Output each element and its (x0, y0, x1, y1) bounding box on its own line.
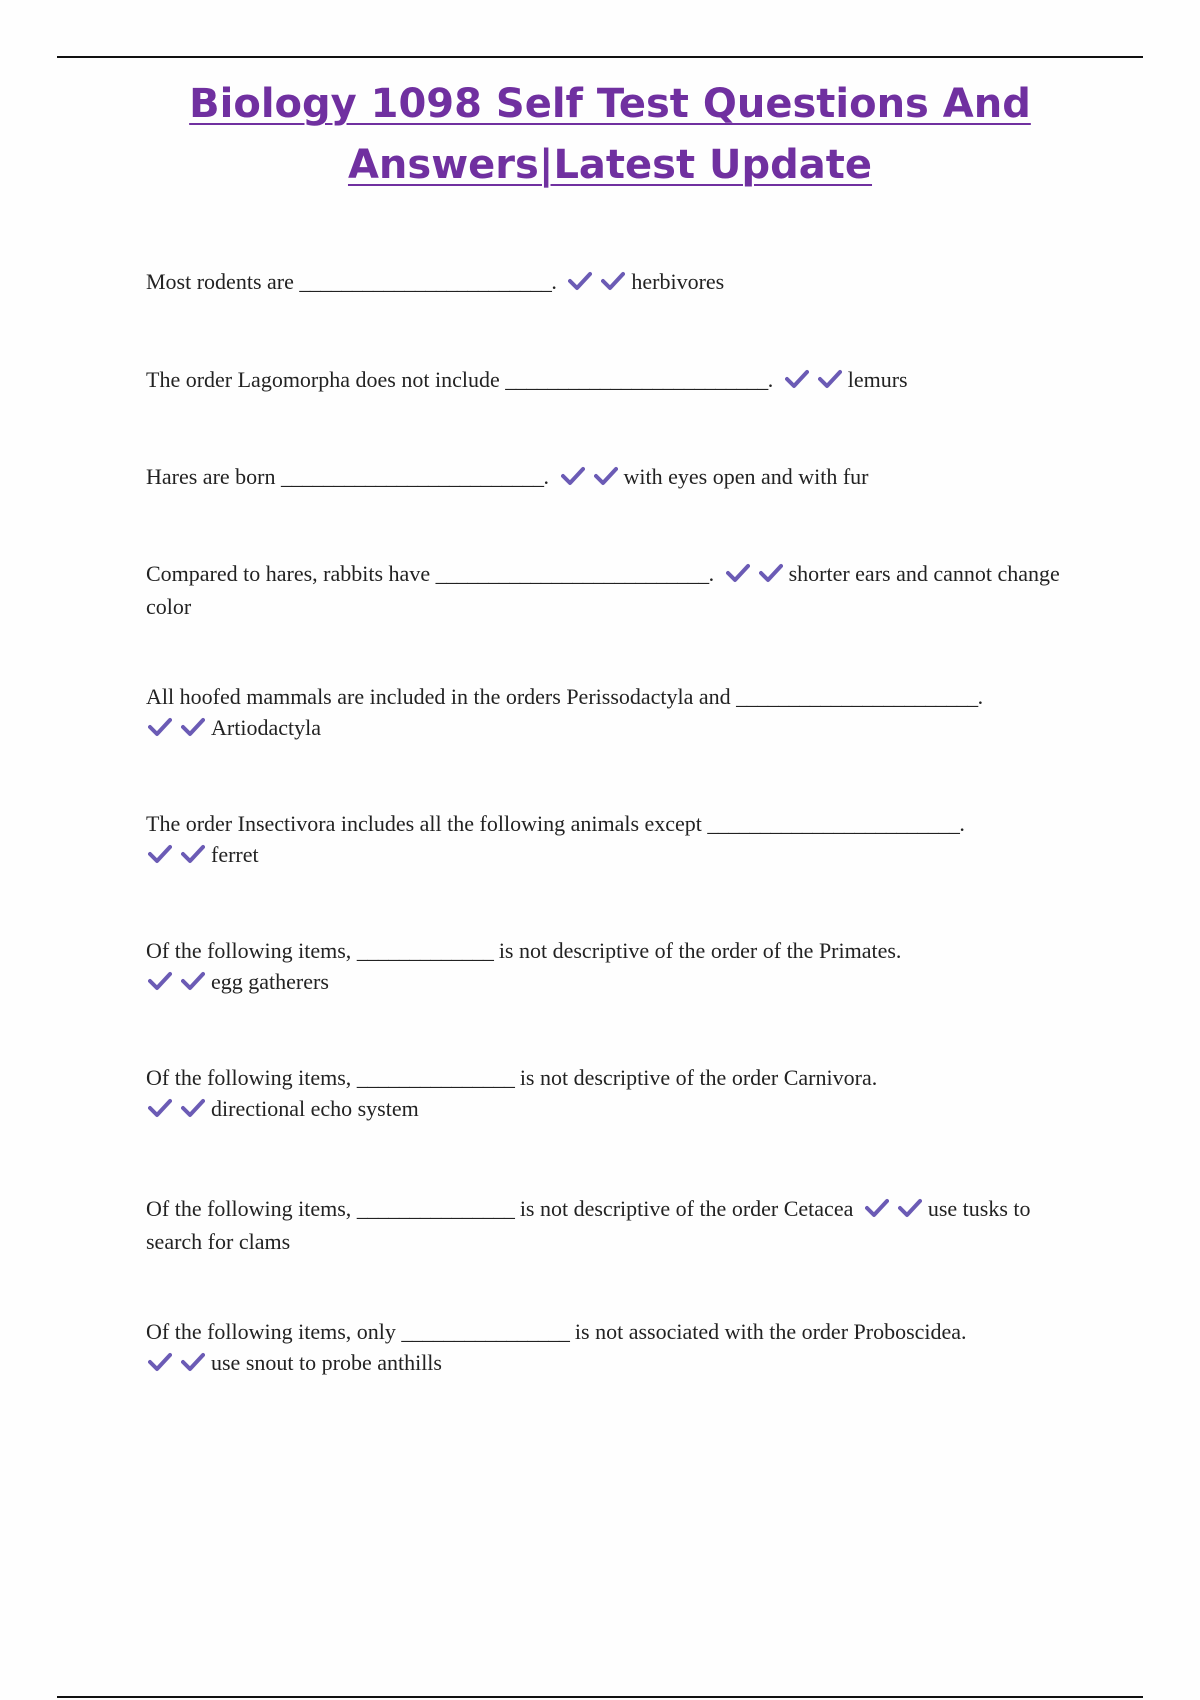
answer-text: herbivores (631, 269, 725, 294)
answer-checks (148, 841, 208, 872)
question-text: Of the following items, (146, 1196, 352, 1221)
check-icon (148, 844, 172, 864)
question-item-4 (146, 558, 1086, 622)
question-text: Of the following items, (146, 1065, 352, 1090)
question-text: The order Insectivora includes all the following animals except (146, 811, 702, 836)
check-icon (726, 563, 750, 583)
question-item-10 (146, 1316, 1086, 1380)
answer-checks (148, 968, 208, 999)
answer-text: egg gatherers (211, 969, 329, 994)
question-text: Hares are born (146, 464, 276, 489)
question-text-after: . (959, 811, 965, 836)
check-icon (148, 1098, 172, 1118)
question-text: Most rodents are (146, 269, 294, 294)
check-icon (594, 466, 618, 486)
question-item-8 (146, 1062, 1086, 1126)
title-line-2: Answers|Latest Update (347, 142, 873, 188)
answer-text: shorter ears and cannot change color (146, 561, 1060, 619)
question-item-2 (146, 364, 1086, 397)
check-icon (561, 466, 585, 486)
bottom-rule (57, 1696, 1143, 1698)
answer-checks (148, 714, 208, 745)
question-text: The order Lagomorpha does not include (146, 367, 500, 392)
question-text-after: . (708, 561, 715, 586)
answer-blank: __________________________ (435, 561, 709, 586)
check-icon (785, 369, 809, 389)
title-line-1: Biology 1098 Self Test Questions And (189, 81, 1031, 127)
question-text: Of the following items, only (146, 1319, 396, 1344)
question-text-after: . (543, 464, 549, 489)
answer-checks (561, 463, 621, 494)
answer-checks (785, 366, 845, 397)
answer-checks (865, 1195, 925, 1226)
check-icon (148, 971, 172, 991)
question-text: All hoofed mammals are included in the orders Perissodactyla and (146, 684, 731, 709)
check-icon (865, 1198, 889, 1218)
answer-text: ferret (211, 842, 259, 867)
check-icon (568, 271, 592, 291)
question-text-after: . (551, 269, 557, 294)
check-icon (759, 563, 783, 583)
question-item-1 (146, 266, 1086, 299)
answer-checks (568, 268, 628, 299)
answer-blank: _________________________ (281, 464, 544, 489)
question-item-7 (146, 935, 1086, 999)
question-text-after: . (767, 367, 774, 392)
question-item-5 (146, 681, 1086, 745)
answer-blank: _______________ (356, 1065, 515, 1090)
check-icon (818, 369, 842, 389)
question-text-after: is not descriptive of the order of the Primates. (498, 938, 902, 963)
answer-text: with eyes open and with fur (623, 464, 869, 489)
question-item-6 (146, 808, 1086, 872)
check-icon (601, 271, 625, 291)
question-text-after: is not descriptive of the order Cetacea (519, 1196, 854, 1221)
question-text-after: . (977, 684, 984, 709)
check-icon (181, 717, 205, 737)
check-icon (181, 1098, 205, 1118)
question-text-after: is not descriptive of the order Carnivora. (519, 1065, 878, 1090)
check-icon (148, 1352, 172, 1372)
answer-checks (148, 1095, 208, 1126)
check-icon (181, 844, 205, 864)
answer-blank: _________________________ (505, 367, 768, 392)
question-text: Of the following items, (146, 938, 352, 963)
answer-blank: ________________________ (707, 811, 960, 836)
question-item-3 (146, 461, 1086, 494)
answer-blank: ________________ (401, 1319, 570, 1344)
answer-text: use snout to probe anthills (211, 1350, 442, 1375)
question-item-9 (146, 1193, 1086, 1257)
question-text-after: is not associated with the order Proboscidea. (574, 1319, 967, 1344)
answer-checks (148, 1349, 208, 1380)
answer-checks (726, 560, 786, 591)
answer-blank: _______________ (356, 1196, 515, 1221)
check-icon (898, 1198, 922, 1218)
question-text: Compared to hares, rabbits have (146, 561, 431, 586)
answer-text: directional echo system (211, 1096, 419, 1121)
answer-text: Artiodactyla (211, 715, 321, 740)
check-icon (181, 1352, 205, 1372)
check-icon (181, 971, 205, 991)
answer-blank: _____________ (356, 938, 494, 963)
answer-text: lemurs (847, 367, 908, 392)
answer-text: use tusks to search for clams (146, 1196, 1031, 1254)
check-icon (148, 717, 172, 737)
answer-blank: ________________________ (299, 269, 552, 294)
answer-blank: _______________________ (736, 684, 978, 709)
